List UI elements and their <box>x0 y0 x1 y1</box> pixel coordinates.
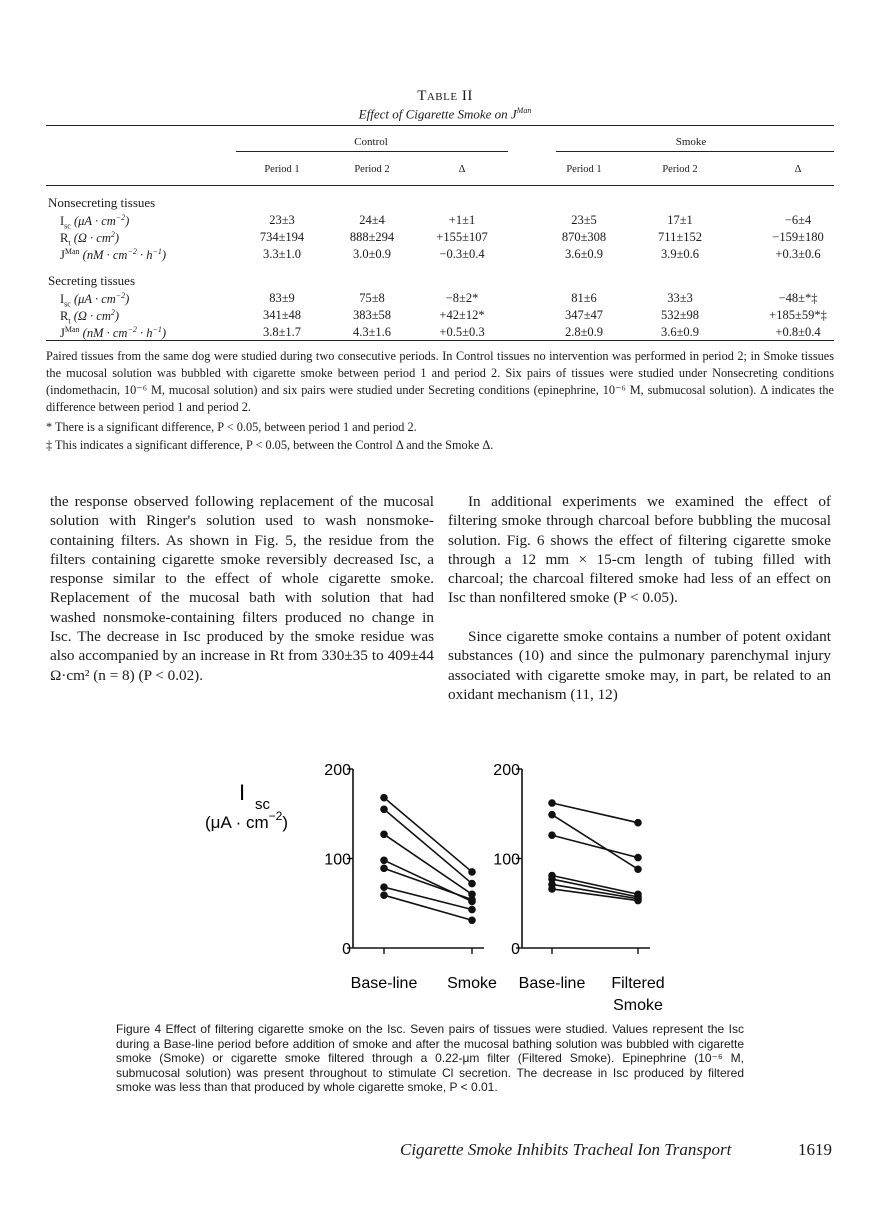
table-cell: 3.0±0.9 <box>352 247 392 261</box>
data-point-after <box>634 819 642 827</box>
figure-caption: Figure 4 Effect of filtering cigarette smoke on the Isc. Seven pairs of tissues were studied. Values represent the Isc during a Base-line period before addition of smoke and after the mucosal bathing solution was bubbled with cigarette smoke (Smoke) or cigarette smoke filtered through a 0.22-μm filter (Filtered Smoke). Epinephrine (10⁻⁶ M, submucosal solution) was present throughout to stimulate Cl secretion. The decrease in Isc produced by filtered smoke was less than that produced by whole cigarette smoke, P < 0.01. <box>116 1022 744 1094</box>
row-label: $R_t$ $(\Omega \cdot cm^2)$ <box>60 230 120 248</box>
table-cell: 81±6 <box>571 291 597 305</box>
data-point-baseline <box>548 885 556 893</box>
table-cell: 4.3±1.6 <box>352 325 392 339</box>
body-right-column-para2: Since cigarette smoke contains a number of potent oxidant substances (10) and since the pulmonary parenchymal injury associated with cigarette smoke may, in part, be related to an oxidant mechanism (11, 12) <box>448 628 831 703</box>
table-cell: 23±3 <box>269 213 295 227</box>
data-point-baseline <box>380 865 388 873</box>
table-bottom-rule <box>46 340 834 341</box>
table-cell: 870±308 <box>561 230 607 244</box>
page-number: 1619 <box>798 1140 832 1159</box>
row-label: $J^{Man}$ $(nM \cdot cm^{-2} \cdot h^{-1})$ <box>60 247 167 263</box>
table-cell: 83±9 <box>269 291 295 305</box>
table-cell: 383±58 <box>352 308 392 322</box>
series-line <box>384 834 472 894</box>
running-title: Cigarette Smoke Inhibits Tracheal Ion Transport <box>400 1140 732 1159</box>
table-cell: +0.8±0.4 <box>775 325 821 339</box>
table-cell: +185±59*‡ <box>769 308 827 322</box>
y-axis-label-sub: sc <box>255 796 270 813</box>
data-point-after <box>468 896 476 904</box>
table-cell: 24±4 <box>359 213 385 227</box>
group-control: Control <box>354 136 388 148</box>
y-tick-label: 100 <box>493 851 520 869</box>
table-cell: −48±*‡ <box>778 291 818 305</box>
table-footnote-control-smoke: ‡ This indicates a significant difference, P < 0.05, between the Control Δ and the Smoke Δ. <box>46 438 494 452</box>
table-top-rule <box>46 125 834 126</box>
table-cell: +155±107 <box>436 230 488 244</box>
table-cell: 75±8 <box>359 291 385 305</box>
data-point-after <box>468 880 476 888</box>
y-tick-label: 200 <box>493 762 520 779</box>
column-header: Period 2 <box>354 164 390 175</box>
table-cell: +0.3±0.6 <box>775 247 821 261</box>
table-cell: 3.6±0.9 <box>660 325 700 339</box>
table-cell: 3.8±1.7 <box>262 325 302 339</box>
table-cell: −6±4 <box>784 213 812 227</box>
data-point-baseline <box>380 805 388 813</box>
table-cell: 3.9±0.6 <box>660 247 700 261</box>
table-cell: 2.8±0.9 <box>564 325 604 339</box>
table-cell: 17±1 <box>667 213 693 227</box>
table-cell: 341±48 <box>262 308 302 322</box>
group-smoke: Smoke <box>675 136 707 148</box>
section-label: Secreting tissues <box>48 273 136 288</box>
table-cell: 734±194 <box>259 230 305 244</box>
row-label: $R_t$ $(\Omega \cdot cm^2)$ <box>60 308 120 326</box>
group-smoke-rule <box>556 151 834 152</box>
y-axis-label-unit: $(\mu A \cdot cm^{-2})$ <box>205 809 288 832</box>
y-tick-label: 0 <box>511 941 520 958</box>
table-footnote: Paired tissues from the same dog were studied during two consecutive periods. In Control tissues no intervention was performed in period 2; in Smoke tissues the mucosal solution was bubbled with cigarette smoke between period 1 and period 2. Six pairs of tissues were studied under Nonsecreting conditions (indomethacin, 10⁻⁶ M, mucosal solution) and six pairs were studied under Secreting conditions (epinephrine, 10⁻⁶ M, submucosal solution). Δ indicates the difference between period 1 and period 2. <box>46 349 834 414</box>
series-line <box>552 803 638 823</box>
x-label-baseline-1: Base-line <box>350 975 418 992</box>
table-cell: 347±47 <box>564 308 604 322</box>
table-cell: −8±2* <box>445 291 479 305</box>
x-label-smoke: Smoke <box>447 975 497 992</box>
table-title: Table II <box>417 88 473 104</box>
table-footnote-significance: * There is a significant difference, P < 0.05, between period 1 and period 2. <box>46 420 417 434</box>
series-line <box>552 815 638 870</box>
data-point-baseline <box>380 891 388 899</box>
body-left-column: the response observed following replacement of the mucosal solution with Ringer's solution used to wash nonsmoke-containing filters. As shown in Fig. 5, the residue from the filters containing cigarette smoke reversibly decreased Isc, a response similar to the effect of whole cigarette smoke. Replacement of the mucosal bath with solution that had washed nonsmoke-containing filters produced no change in Isc. The decrease in Isc produced by the smoke residue was also accompanied by an increase in Rt from 330±35 to 409±44 Ω·cm² (n = 8) (P < 0.02). <box>50 493 434 684</box>
data-point-after <box>634 854 642 862</box>
column-header: Δ <box>458 164 466 175</box>
figure-4-chart <box>180 755 700 1020</box>
column-header: Period 2 <box>662 164 698 175</box>
x-label-filtered-smoke: Smoke <box>613 997 663 1014</box>
row-label: $J^{Man}$ $(nM \cdot cm^{-2} \cdot h^{-1})$ <box>60 325 167 341</box>
row-label: $I_{sc}$ $(\mu A \cdot cm^{-2})$ <box>60 213 130 231</box>
body-right-column-para1: In additional experiments we examined the effect of filtering smoke through charcoal before bubbling the mucosal solution. Fig. 6 shows the effect of filtering cigarette smoke through a 12 mm × 15-cm length of tubing filled with charcoal; the charcoal filtered smoke had less of an effect on Isc than nonfiltered smoke (P < 0.05). <box>448 493 831 607</box>
data-point-after <box>468 916 476 924</box>
table-cell: 888±294 <box>349 230 395 244</box>
y-tick-label: 200 <box>324 762 351 779</box>
panel-filtered-smoke <box>493 762 650 958</box>
column-header: Δ <box>794 164 802 175</box>
data-point-after <box>634 865 642 873</box>
column-header: Period 1 <box>264 164 300 175</box>
table-subtitle: Effect of Cigarette Smoke on $J^{Man}$ <box>358 106 532 122</box>
group-control-rule <box>236 151 508 152</box>
panel-smoke <box>324 762 484 958</box>
table-cell: −0.3±0.4 <box>439 247 485 261</box>
data-point-after <box>634 897 642 905</box>
table-cell: +1±1 <box>448 213 476 227</box>
section-label: Nonsecreting tissues <box>48 195 156 210</box>
y-axis-label-main: I <box>238 780 246 805</box>
series-line <box>552 835 638 857</box>
table-cell: −159±180 <box>772 230 824 244</box>
data-point-baseline <box>380 831 388 839</box>
table-header-rule <box>46 185 834 186</box>
y-axis-label <box>205 780 288 832</box>
x-label-filtered: Filtered <box>611 975 665 992</box>
table-cell: +42±12* <box>439 308 485 322</box>
table-cell: +0.5±0.3 <box>439 325 485 339</box>
table-cell: 33±3 <box>667 291 693 305</box>
table-cell: 3.3±1.0 <box>262 247 302 261</box>
data-point-baseline <box>380 856 388 864</box>
table-cell: 711±152 <box>658 230 702 244</box>
data-point-baseline <box>548 811 556 819</box>
x-label-baseline-2: Base-line <box>518 975 586 992</box>
table-cell: 23±5 <box>571 213 597 227</box>
column-header: Period 1 <box>566 164 602 175</box>
data-point-after <box>468 906 476 914</box>
data-point-after <box>468 868 476 876</box>
y-tick-label: 100 <box>324 851 351 869</box>
row-label: $I_{sc}$ $(\mu A \cdot cm^{-2})$ <box>60 291 130 309</box>
series-line <box>384 798 472 872</box>
table-cell: 3.6±0.9 <box>564 247 604 261</box>
data-point-baseline <box>548 799 556 807</box>
data-point-baseline <box>548 831 556 839</box>
y-tick-label: 0 <box>342 941 351 958</box>
table-cell: 532±98 <box>660 308 700 322</box>
data-point-baseline <box>380 883 388 891</box>
data-point-baseline <box>380 794 388 802</box>
